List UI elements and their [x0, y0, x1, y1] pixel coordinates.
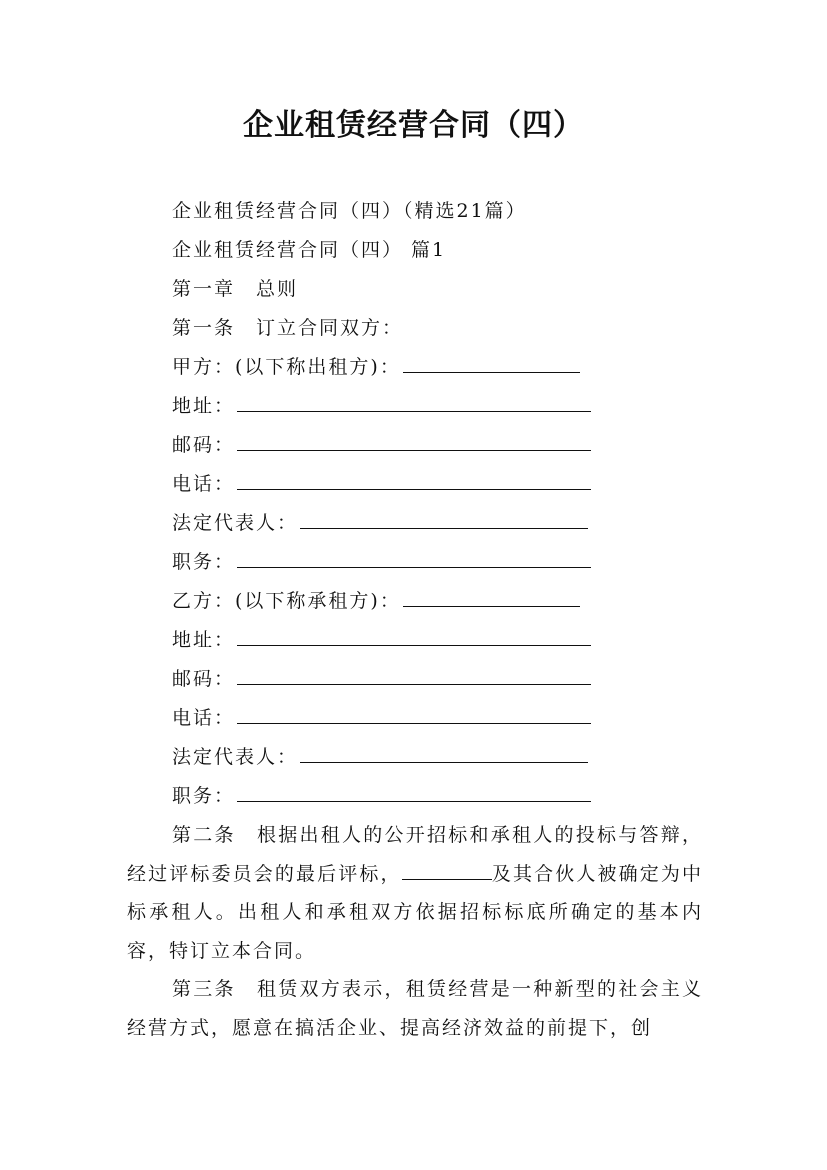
party-a-address-row	[172, 393, 591, 419]
party-b-position-row	[172, 783, 591, 809]
party-a-phone-row	[172, 471, 591, 497]
party-b-field[interactable]	[403, 588, 580, 607]
party-a-address-field[interactable]	[237, 393, 591, 412]
party-b-phone-field[interactable]	[237, 705, 591, 724]
party-a-legal-rep-field[interactable]	[300, 510, 588, 529]
party-a-postcode-label: 邮码：	[172, 434, 236, 456]
party-b-phone-row	[172, 705, 591, 731]
party-b-legal-rep-row	[172, 744, 588, 770]
winning-bidder-field[interactable]	[402, 861, 492, 880]
document-title: 企业租赁经营合同（四）	[243, 108, 584, 143]
party-b-position-label: 职务：	[172, 785, 236, 807]
party-b-address-row	[172, 627, 591, 653]
party-a-position-label: 职务：	[172, 551, 236, 573]
article-2-paragraph	[127, 816, 703, 970]
party-a-phone-field[interactable]	[237, 471, 591, 490]
party-a-legal-rep-row	[172, 510, 588, 536]
party-b-phone-label: 电话：	[172, 707, 236, 729]
party-b-postcode-label: 邮码：	[172, 668, 236, 690]
party-a-legal-rep-label: 法定代表人：	[172, 512, 299, 534]
party-a-position-field[interactable]	[237, 549, 591, 568]
party-a-phone-label: 电话：	[172, 473, 236, 495]
party-a-postcode-field[interactable]	[237, 432, 591, 451]
party-b-label: 乙方：(以下称承租方)：	[172, 590, 401, 612]
party-b-legal-rep-label: 法定代表人：	[172, 746, 299, 768]
party-a-row	[172, 354, 580, 380]
party-b-postcode-row	[172, 666, 591, 692]
party-a-postcode-row	[172, 432, 591, 458]
section-heading: 企业租赁经营合同（四） 篇1	[172, 239, 447, 261]
party-a-position-row	[172, 549, 591, 575]
party-a-label: 甲方：(以下称出租方)：	[172, 356, 401, 378]
party-a-field[interactable]	[403, 354, 580, 373]
party-b-position-field[interactable]	[237, 783, 591, 802]
party-b-postcode-field[interactable]	[237, 666, 591, 685]
party-b-legal-rep-field[interactable]	[300, 744, 588, 763]
chapter-heading: 第一章 总则	[172, 278, 299, 300]
article-2-text-before: 第二条 根据出租人的公开招标和承租人的投标与答辩，经过评标委员会的最后评标，	[127, 824, 703, 885]
party-b-row	[172, 588, 580, 614]
subtitle: 企业租赁经营合同（四）（精选21篇）	[172, 200, 527, 222]
party-b-address-field[interactable]	[237, 627, 591, 646]
article-1: 第一条 订立合同双方：	[172, 317, 404, 339]
article-2-text-after: 及其合伙人被确定为中标承租人。出租人和承租双方依据招标标底所确定的基本内容，特订立本合同。	[127, 862, 703, 962]
party-b-address-label: 地址：	[172, 629, 236, 651]
article-3-paragraph: 第三条 租赁双方表示，租赁经营是一种新型的社会主义经营方式，愿意在搞活企业、提高经济效益的前提下，创	[127, 978, 703, 1039]
party-a-address-label: 地址：	[172, 395, 236, 417]
